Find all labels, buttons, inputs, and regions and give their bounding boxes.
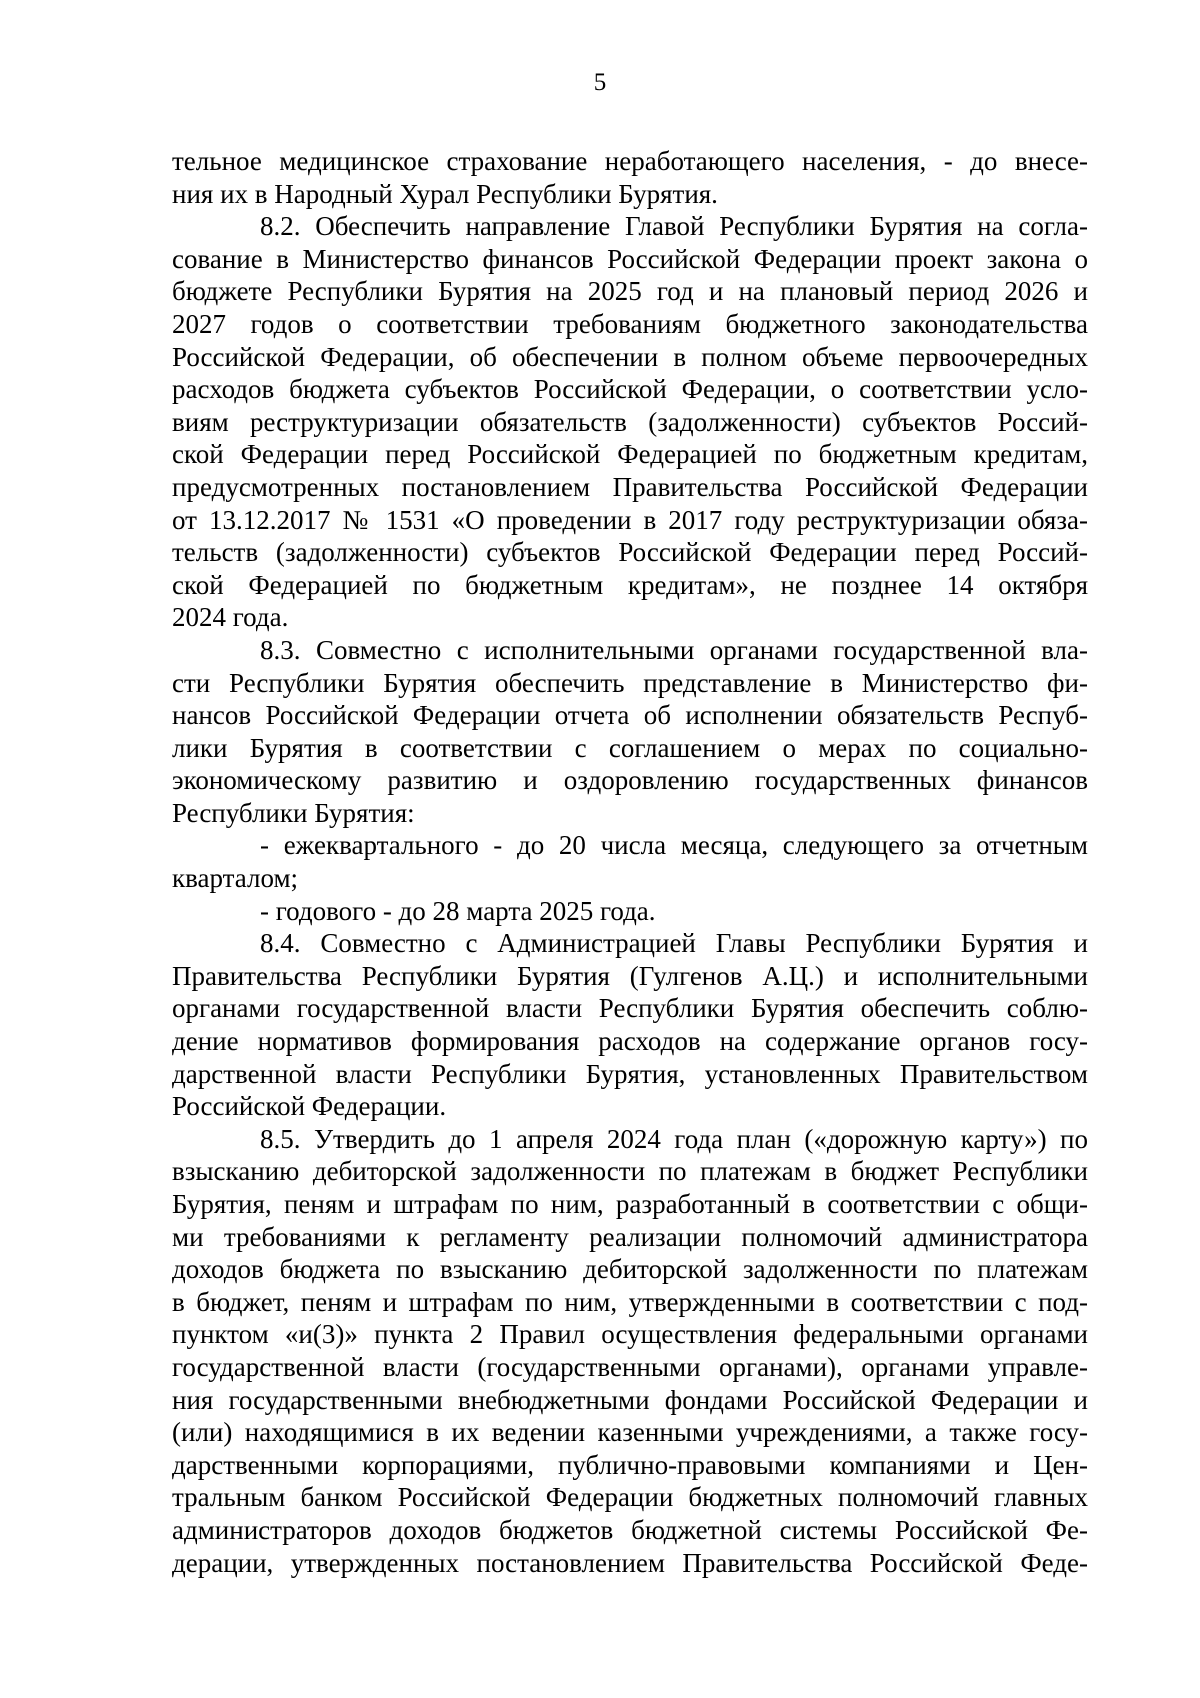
text-line: 8.3. Совместно с исполнительными органами государственной вла-	[260, 634, 1088, 665]
text-line: 8.4. Совместно с Администрацией Главы Республики Бурятия и	[260, 928, 1088, 959]
text-line: пунктом «и(3)» пункта 2 Правил осуществления федеральными органами	[172, 1319, 1088, 1350]
text-line: (или) находящимися в их ведении казенными учреждениями, а также госу-	[172, 1417, 1088, 1448]
text-line: 2024 года.	[172, 602, 289, 633]
text-line: от 13.12.2017 № 1531 «О проведении в 2017 году реструктуризации обяза-	[172, 504, 1088, 535]
text-line: Правительства Республики Бурятия (Гулгенов А.Ц.) и исполнительными	[172, 960, 1088, 991]
text-line: тральным банком Российской Федерации бюджетных полномочий главных	[172, 1482, 1088, 1513]
document-body	[172, 145, 1088, 1579]
text-line: дерации, утвержденных постановлением Правительства Российской Феде-	[172, 1547, 1088, 1578]
text-line: ния государственными внебюджетными фондами Российской Федерации и	[172, 1384, 1088, 1415]
text-line: ской Федерации перед Российской Федерацией по бюджетным кредитам,	[172, 439, 1088, 470]
text-line: сти Республики Бурятия обеспечить представление в Министерство фи-	[172, 667, 1088, 698]
text-line: доходов бюджета по взысканию дебиторской задолженности по платежам	[172, 1254, 1088, 1285]
text-line: предусмотренных постановлением Правительства Российской Федерации	[172, 471, 1088, 502]
text-line: государственной власти (государственными органами), органами управле-	[172, 1351, 1088, 1382]
text-line: дарственными корпорациями, публично-правовыми компаниями и Цен-	[172, 1449, 1088, 1480]
text-line: Российской Федерации, об обеспечении в полном объеме первоочередных	[172, 341, 1088, 372]
text-line: - годового - до 28 марта 2025 года.	[260, 895, 656, 926]
text-line: 8.5. Утвердить до 1 апреля 2024 года план («дорожную карту») по	[260, 1123, 1088, 1154]
text-line: расходов бюджета субъектов Российской Федерации, о соответствии усло-	[172, 374, 1088, 405]
text-line: нансов Российской Федерации отчета об исполнении обязательств Респуб-	[172, 700, 1088, 731]
text-line: - ежеквартального - до 20 числа месяца, следующего за отчетным	[260, 830, 1088, 861]
text-line: тельств (задолженности) субъектов Российской Федерации перед Россий-	[172, 537, 1088, 568]
text-line: в бюджет, пеням и штрафам по ним, утвержденными в соответствии с под-	[172, 1286, 1088, 1317]
text-line: сование в Министерство финансов Российской Федерации проект закона о	[172, 243, 1088, 274]
page-number: 5	[593, 69, 607, 96]
text-line: взысканию дебиторской задолженности по платежам в бюджет Республики	[172, 1156, 1088, 1187]
text-line: Бурятия, пеням и штрафам по ним, разработанный в соответствии с общи-	[172, 1189, 1088, 1219]
text-line: ской Федерацией по бюджетным кредитам», не позднее 14 октября	[172, 569, 1088, 600]
text-line: ния их в Народный Хурал Республики Бурятия.	[172, 178, 718, 209]
text-line: дение нормативов формирования расходов на содержание органов госу-	[172, 1026, 1088, 1057]
text-line: Российской Федерации.	[172, 1091, 447, 1122]
text-line: виям реструктуризации обязательств (задолженности) субъектов Россий-	[172, 406, 1088, 437]
text-line: лики Бурятия в соответствии с соглашением о мерах по социально-	[172, 732, 1088, 763]
text-line: дарственной власти Республики Бурятия, установленных Правительством	[172, 1058, 1088, 1089]
text-line: экономическому развитию и оздоровлению государственных финансов	[172, 765, 1088, 796]
text-line: органами государственной власти Республики Бурятия обеспечить соблю-	[172, 993, 1088, 1024]
text-line: тельное медицинское страхование неработающего населения, - до внесе-	[172, 146, 1088, 176]
text-line: Республики Бурятия:	[172, 797, 415, 828]
text-line: ми требованиями к регламенту реализации полномочий администратора	[172, 1221, 1088, 1252]
text-line: администраторов доходов бюджетов бюджетной системы Российской Фе-	[172, 1514, 1088, 1545]
text-line: 2027 годов о соответствии требованиям бюджетного законодательства	[172, 308, 1088, 339]
text-line: 8.2. Обеспечить направление Главой Республики Бурятия на согла-	[260, 211, 1088, 242]
text-line: кварталом;	[172, 863, 299, 894]
text-line: бюджете Республики Бурятия на 2025 год и на плановый период 2026 и	[172, 276, 1088, 307]
